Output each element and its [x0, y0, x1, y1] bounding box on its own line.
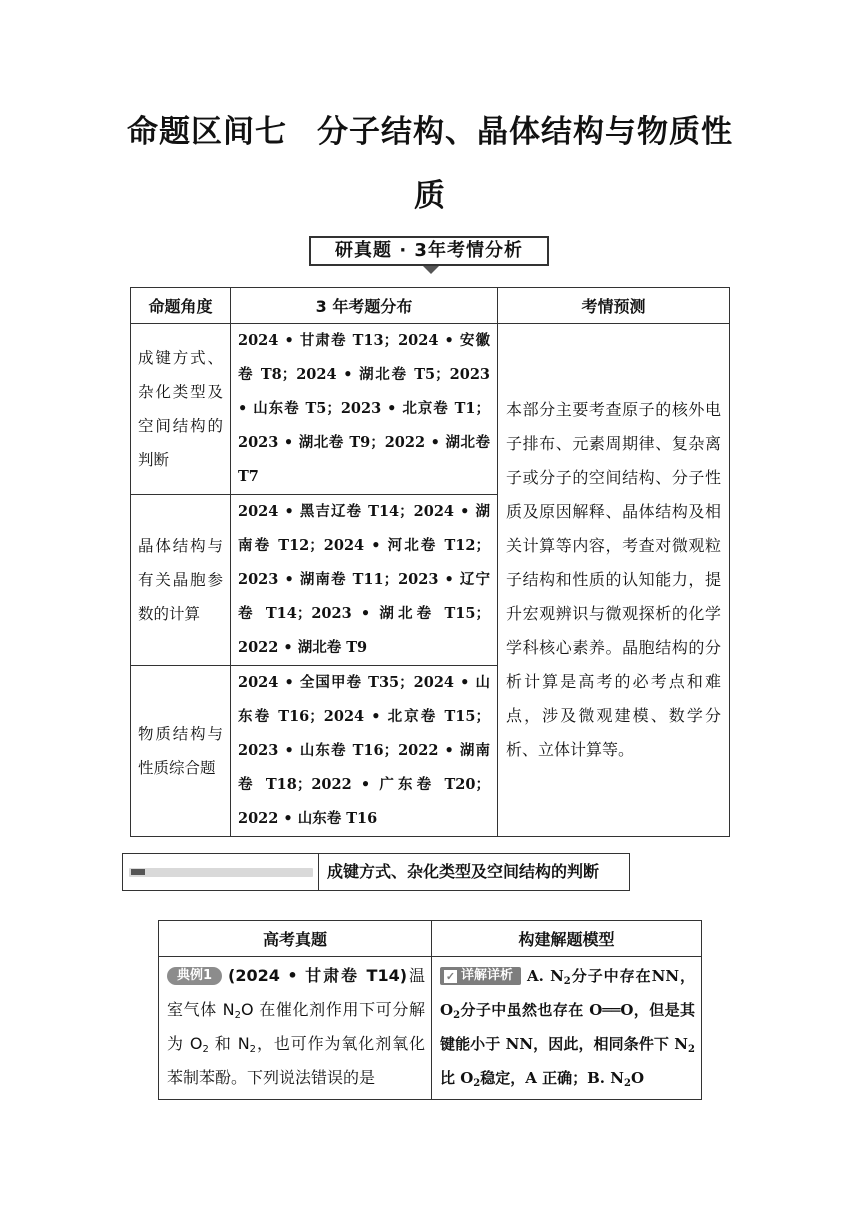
answer-badge [440, 967, 521, 985]
subscript: 2 [688, 1044, 695, 1055]
topic-title: 成键方式、杂化类型及空间结构的判断 [327, 862, 600, 881]
header-distribution: 3 年考题分布 [231, 288, 498, 324]
answer-text: 分子中虽然也存在 O══O，但是其键能小于 NN，因此，相同条件下 N [440, 1001, 695, 1053]
row-distribution: 2024 • 全国甲卷 T35；2024 • 山东卷 T16；2024 • 北京卷 T15；2023 • 山东卷 T16；2022 • 湖南卷 T18；2022 • 广东卷 T20；2022 • 山东卷 T16 [231, 666, 498, 837]
section-tag [309, 236, 549, 266]
example-text: O 在催化剂作用下可分解为 O [167, 1000, 425, 1053]
header-real-exam: 高考真题 [159, 921, 432, 957]
table-row [131, 324, 730, 495]
header-angle: 命题角度 [131, 288, 231, 324]
example-question [159, 957, 432, 1100]
example-text: 温室气体 N [167, 966, 425, 1019]
row-distribution: 2024 • 黑吉辽卷 T14；2024 • 湖南卷 T12；2024 • 河北卷 T12；2023 • 湖南卷 T11；2023 • 辽宁卷 T14；2023 • 湖北卷 T15；2022 • 湖北卷 T9 [231, 495, 498, 666]
subscript: 2 [473, 1078, 481, 1089]
page-title [120, 100, 740, 228]
answer-text: 稳定，A 正确；B. N [480, 1069, 624, 1087]
section-tag-arrow-icon [423, 266, 439, 274]
subscript: 2 [453, 1010, 461, 1021]
subscript: 2 [623, 1078, 631, 1089]
example-badge: 典例1 [167, 967, 222, 985]
row-distribution: 2024 • 甘肃卷 T13；2024 • 安徽卷 T8；2024 • 湖北卷 T5；2023 • 山东卷 T5；2023 • 北京卷 T1；2023 • 湖北卷 T9；2022 • 湖北卷 T7 [231, 324, 498, 495]
example-source: (2024 • 甘肃卷 T14) [228, 966, 408, 985]
model-header-row [159, 921, 702, 957]
row-angle: 成键方式、杂化类型及空间结构的判断 [131, 324, 231, 495]
check-icon: ✓ [445, 970, 456, 983]
topic-label [131, 869, 145, 875]
title-main: 分子结构、晶体结构与物质性质 [317, 114, 733, 214]
answer-text: 比 O [440, 1069, 474, 1087]
answer-text: 分子中存在NN，O [440, 967, 695, 1019]
analysis-header-row [131, 288, 730, 324]
answer-explanation [432, 957, 702, 1100]
header-model: 构建解题模型 [432, 921, 702, 957]
subscript: 2 [234, 1010, 241, 1021]
subscript: 2 [202, 1044, 209, 1055]
section-tag-label: 研真题 · 3年考情分析 [335, 240, 523, 261]
analysis-table [130, 287, 730, 837]
subscript: 2 [563, 976, 571, 987]
row-angle: 晶体结构与有关晶胞参数的计算 [131, 495, 231, 666]
topic-label-box [123, 854, 319, 890]
row-angle: 物质结构与性质综合题 [131, 666, 231, 837]
topic-strip [129, 868, 313, 877]
answer-badge-label: 详解详析 [461, 968, 514, 983]
prediction-cell: 本部分主要考查原子的核外电子排布、元素周期律、复杂离子或分子的空间结构、分子性质及原因解释、晶体结构及相关计算等内容，考查对微观粒子结构和性质的认知能力，提升宏观辨识与微观探析的化学学科核心素养。晶胞结构的分析计算是高考的必考点和难点，涉及微观建模、数学分析、立体计算等。 [498, 324, 730, 837]
example-text: 和 N [208, 1034, 250, 1053]
title-prefix: 命题区间七 [127, 114, 287, 150]
example-text: ，也可作为氧化剂氧化苯制苯酚。下列说法错误的是 [167, 1034, 425, 1087]
answer-text: O [630, 1069, 645, 1087]
subscript: 2 [249, 1044, 257, 1055]
header-prediction: 考情预测 [498, 288, 730, 324]
answer-text: A. N [527, 967, 564, 985]
topic-bar [122, 853, 630, 891]
table-row [159, 957, 702, 1100]
model-table [158, 920, 702, 1100]
